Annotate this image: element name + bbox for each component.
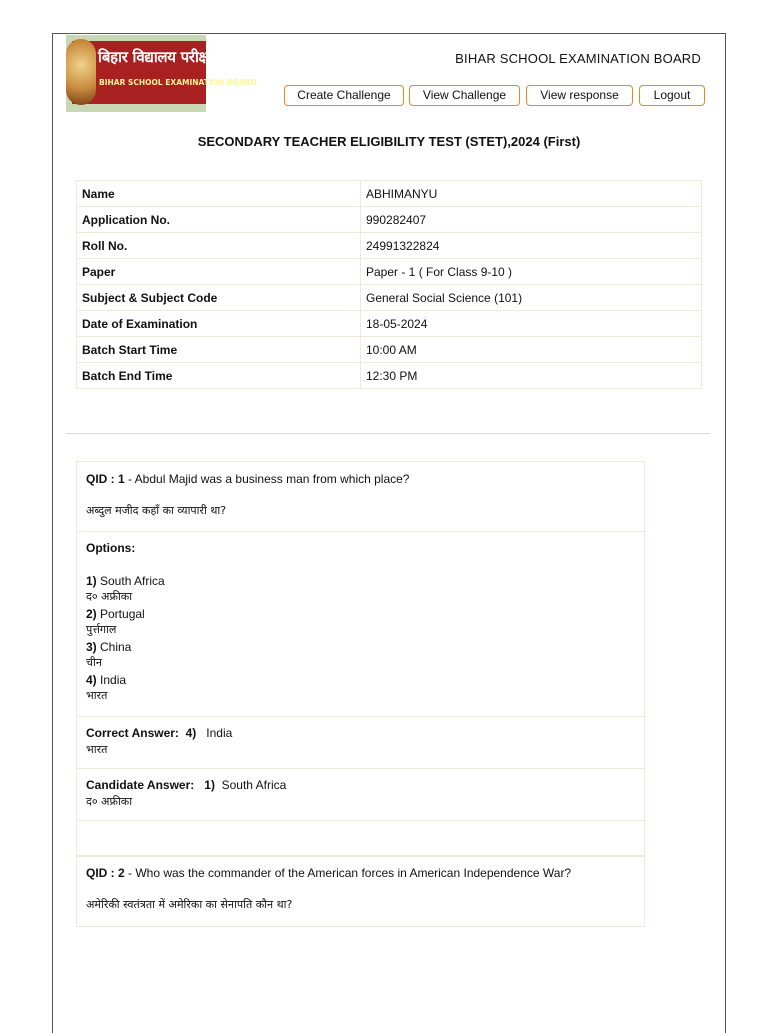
info-value: ABHIMANYU <box>361 181 702 207</box>
view-response-button[interactable]: View response <box>526 85 633 106</box>
option-number: 3) <box>86 639 97 654</box>
info-value: 24991322824 <box>361 233 702 259</box>
question-text-hi: अमेरिकी स्वतंत्रता में अमेरिका का सेनापति कौन था? <box>86 897 293 911</box>
candidate-answer-number: 1) <box>204 778 215 792</box>
option-text-en: South Africa <box>96 573 165 588</box>
option-4 <box>86 672 635 689</box>
option-2 <box>86 606 635 623</box>
info-label: Batch Start Time <box>77 337 361 363</box>
question-section <box>77 462 644 532</box>
logo-seal-icon <box>66 39 96 105</box>
question-section <box>77 856 644 926</box>
info-label: Date of Examination <box>77 311 361 337</box>
info-label: Subject & Subject Code <box>77 285 361 311</box>
correct-answer-section <box>77 717 644 769</box>
info-label: Batch End Time <box>77 363 361 389</box>
info-value: General Social Science (101) <box>361 285 702 311</box>
question-text-hi: अब्दुल मजीद कहाँ का व्यापारी था? <box>86 503 227 517</box>
option-text-hi: चीन <box>86 656 102 669</box>
section-divider <box>66 433 710 434</box>
option-number: 1) <box>86 573 97 588</box>
table-row <box>77 285 702 311</box>
logo-english-text: BIHAR SCHOOL EXAMINATION BOARD <box>99 78 257 87</box>
option-text-en: Portugal <box>96 606 145 621</box>
question-text-en: - Abdul Majid was a business man from which place? <box>124 472 410 486</box>
correct-answer-text-hi: भारत <box>86 742 108 756</box>
table-row <box>77 311 702 337</box>
table-row <box>77 363 702 389</box>
option-text-hi: भारत <box>86 689 108 702</box>
info-label: Roll No. <box>77 233 361 259</box>
question-text-en: - Who was the commander of the American forces in American Independence War? <box>124 866 572 880</box>
logout-button[interactable]: Logout <box>639 85 705 106</box>
info-label: Paper <box>77 259 361 285</box>
correct-answer-label: Correct Answer: <box>86 726 179 740</box>
table-row <box>77 337 702 363</box>
table-row <box>77 259 702 285</box>
info-value: Paper - 1 ( For Class 9-10 ) <box>361 259 702 285</box>
candidate-answer-label: Candidate Answer: <box>86 778 195 792</box>
table-row <box>77 207 702 233</box>
info-value: 12:30 PM <box>361 363 702 389</box>
option-3 <box>86 639 635 656</box>
bseb-logo <box>66 35 257 112</box>
info-value: 990282407 <box>361 207 702 233</box>
correct-answer-number: 4) <box>185 726 197 740</box>
option-text-en: China <box>96 639 132 654</box>
options-label: Options: <box>86 541 136 555</box>
info-value: 10:00 AM <box>361 337 702 363</box>
qid-label: QID : 2 <box>86 866 125 880</box>
table-row <box>77 233 702 259</box>
logo-hindi-text: बिहार विद्यालय परीक्षा समिति <box>98 48 253 66</box>
candidate-answer-text-en: South Africa <box>221 778 287 792</box>
option-number: 2) <box>86 606 97 621</box>
info-label: Name <box>77 181 361 207</box>
option-number: 4) <box>86 672 97 687</box>
question-card-1 <box>76 461 645 857</box>
correct-answer-text-en: India <box>206 726 233 740</box>
board-title: BIHAR SCHOOL EXAMINATION BOARD <box>455 51 701 66</box>
view-challenge-button[interactable]: View Challenge <box>409 85 520 106</box>
qid-label: QID : 1 <box>86 472 125 486</box>
option-text-en: India <box>96 672 127 687</box>
candidate-answer-section <box>77 769 644 821</box>
create-challenge-button[interactable]: Create Challenge <box>284 85 404 106</box>
option-text-hi: द० अफ्रीका <box>86 590 133 603</box>
info-label: Application No. <box>77 207 361 233</box>
candidate-answer-text-hi: द० अफ्रीका <box>86 794 133 808</box>
options-section <box>77 532 644 717</box>
option-1 <box>86 573 635 590</box>
empty-section <box>77 821 644 856</box>
option-text-hi: पुर्त्तगाल <box>86 623 117 636</box>
info-value: 18-05-2024 <box>361 311 702 337</box>
question-card-2 <box>76 855 645 927</box>
table-row <box>77 181 702 207</box>
exam-title: SECONDARY TEACHER ELIGIBILITY TEST (STET),2024 (First) <box>197 134 581 149</box>
candidate-info-table <box>76 180 702 389</box>
